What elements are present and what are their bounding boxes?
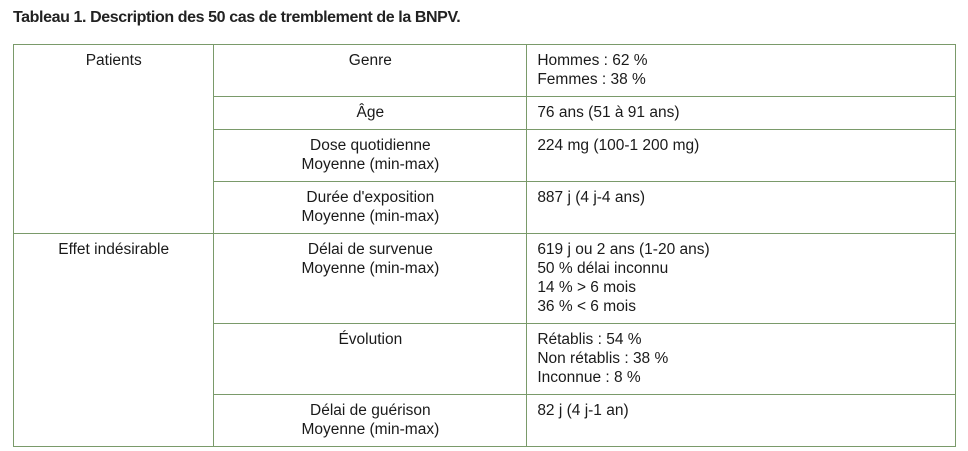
table-title: Tableau 1. Description des 50 cas de tremblement de la BNPV. — [13, 9, 461, 26]
row-label-delai-survenue: Délai de survenue Moyenne (min-max) — [214, 234, 527, 324]
row-value-evolution: Rétablis : 54 % Non rétablis : 38 % Inconnue : 8 % — [527, 324, 956, 395]
description-table — [13, 44, 956, 447]
row-value-duree-exposition: 887 j (4 j-4 ans) — [527, 182, 956, 234]
row-label-age: Âge — [214, 97, 527, 130]
group-label-effet-indesirable: Effet indésirable — [14, 234, 214, 447]
row-value-genre: Hommes : 62 % Femmes : 38 % — [527, 45, 956, 97]
row-label-duree-exposition: Durée d'exposition Moyenne (min-max) — [214, 182, 527, 234]
row-value-dose: 224 mg (100-1 200 mg) — [527, 130, 956, 182]
row-label-evolution: Évolution — [214, 324, 527, 395]
table-row — [14, 45, 956, 97]
row-label-genre: Genre — [214, 45, 527, 97]
row-value-delai-guerison: 82 j (4 j-1 an) — [527, 395, 956, 447]
group-label-patients: Patients — [14, 45, 214, 234]
row-label-delai-guerison: Délai de guérison Moyenne (min-max) — [214, 395, 527, 447]
row-value-age: 76 ans (51 à 91 ans) — [527, 97, 956, 130]
row-value-delai-survenue: 619 j ou 2 ans (1-20 ans) 50 % délai inconnu 14 % > 6 mois 36 % < 6 mois — [527, 234, 956, 324]
row-label-dose: Dose quotidienne Moyenne (min-max) — [214, 130, 527, 182]
table-row — [14, 234, 956, 324]
